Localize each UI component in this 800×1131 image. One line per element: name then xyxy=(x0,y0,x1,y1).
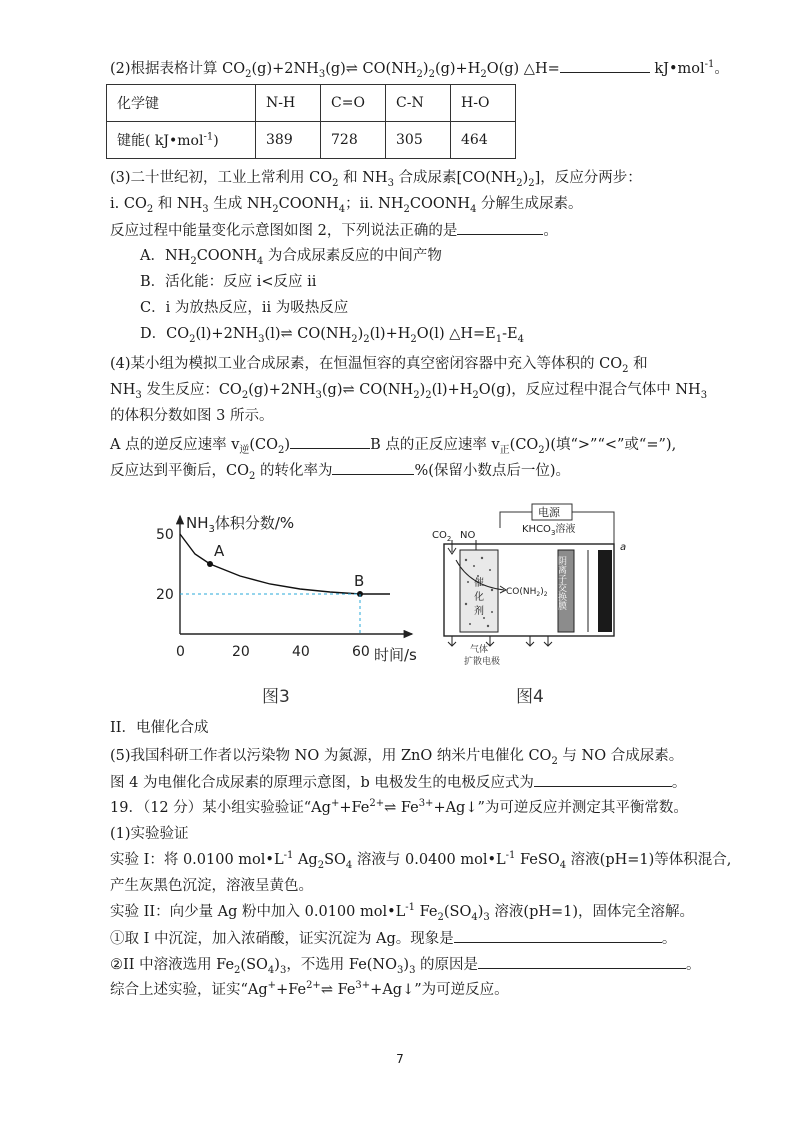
point-label-b: B xyxy=(354,572,365,590)
table-header-cell: C-N xyxy=(386,85,451,122)
outlets xyxy=(448,636,552,646)
figure-3-label: 图3 xyxy=(262,687,290,707)
q19-line8: 综合上述实验，证实“$Ag^++Fe^{2+}\rightleftharpoons$ $Fe^{3+}+Ag↓$”为可逆反应。 xyxy=(110,980,509,998)
q3-line1: (3)二十世纪初，工业上常利用 $CO_2$ 和 $NH_3$ 合成尿素$[CO(NH_2)_2]$，反应分两步： xyxy=(110,170,642,189)
q19-line4: 产生灰黑色沉淀，溶液呈黄色。 xyxy=(110,878,313,894)
gas-diffusion-label-1: 气体 xyxy=(470,645,489,655)
answer-blank xyxy=(457,220,543,235)
answer-blank xyxy=(560,58,650,73)
table-header-cell: 化学键 xyxy=(107,85,256,122)
q5-line1: (5)我国科研工作者以污染物 NO 为氮源，用 ZnO 纳米片电催化 $CO_2$ 与 NO 合成尿素。 xyxy=(110,748,684,767)
q3-line3: 反应过程中能量变化示意图如图 2，下列说法正确的是 。 xyxy=(110,220,558,241)
no-inlet-label: NO xyxy=(460,530,476,541)
table-header-cell: N-H xyxy=(256,85,321,122)
q19-line3: 实验 I：将 0.0100 $mol•L^{-1}$ $Ag_2SO_4$ 溶液与 0.0400 $mol•L^{-1}$ FeSO$_4$ 溶液(pH=1)等体积混合, xyxy=(110,850,732,871)
co2-inlet-label: $CO_2$ xyxy=(432,530,452,543)
option-d: D．$CO_2(l)+2NH_3(l)\rightleftharpoons$ $CO(NH_2)_2(l)+H_2O(l)$ $\triangle H=E_1-E_4$ xyxy=(140,326,524,345)
answer-blank xyxy=(454,928,662,943)
catalyst-label-3: 剂 xyxy=(474,606,484,617)
option-b: B．活化能：反应 i<反应 ii xyxy=(140,274,317,290)
q19-line7: ②II 中溶液选用 $Fe_2(SO_4)_3$，不选用 $Fe(NO_3)_3$ 的原因是 。 xyxy=(110,954,701,975)
x-tick-label: 0 xyxy=(176,644,185,660)
x-tick-label: 20 xyxy=(232,644,250,660)
figure-3-chart xyxy=(150,506,430,666)
q4-line3: 的体积分数如图 3 所示。 xyxy=(110,408,274,424)
q4-line5: 反应达到平衡后，$CO_2$ 的转化率为 %(保留小数点后一位)。 xyxy=(110,460,570,481)
q19-line6: ①取 I 中沉淀，加入浓硝酸，证实沉淀为 Ag。现象是 。 xyxy=(110,928,676,949)
x-tick-label: 60 xyxy=(352,644,370,660)
table-row-label: 键能( kJ•mol$^{-1}$) xyxy=(107,122,256,159)
product-label: $CO(NH_2)_2$ xyxy=(506,587,548,598)
q19-line1: 19．（12 分）某小组实验验证“$Ag^++Fe^{2+}\rightleftharpoons$ $Fe^{3+}+Ag↓$”为可逆反应并测定其平衡常数。 xyxy=(110,798,688,816)
gas-diffusion-label-2: 扩散电极 xyxy=(464,657,501,667)
point-label-a: A xyxy=(214,542,225,560)
table-cell: 464 xyxy=(451,122,516,159)
q3-line2: ⅰ. $CO_2$ 和 $NH_3$ 生成 $NH_2COONH_4$；ⅱ. $NH_2COONH_4$ 分解生成尿素。 xyxy=(110,196,583,215)
answer-blank xyxy=(478,954,686,969)
table-row xyxy=(107,85,516,122)
table-cell: 728 xyxy=(321,122,386,159)
page-number: 7 xyxy=(396,1052,404,1066)
table-header-cell: C=O xyxy=(321,85,386,122)
q4-line4: A 点的逆反应速率 $v_逆(CO_2)$ B 点的正反应速率 $v_正(CO_2)$(填“>”“<”或“=”), xyxy=(110,434,676,455)
q5-line2: 图 4 为电催化合成尿素的原理示意图，b 电极发生的电极反应式为 。 xyxy=(110,772,686,793)
x-axis-title: 时间/s xyxy=(374,646,417,664)
table-cell: 305 xyxy=(386,122,451,159)
q19-line5: 实验 II：向少量 Ag 粉中加入 0.0100 $mol•L^{-1}$ $Fe_2(SO_4)_3$ 溶液(pH=1)，固体完全溶解。 xyxy=(110,902,695,923)
answer-blank xyxy=(332,460,414,475)
electrode-a-label: a xyxy=(620,542,627,553)
power-label: 电源 xyxy=(538,506,560,519)
figure-4-diagram xyxy=(430,500,630,680)
q19-line2: (1)实验验证 xyxy=(110,826,189,842)
bond-energy-table xyxy=(106,84,516,159)
q4-line2: $NH_3$ 发生反应：$CO_2(g)+2NH_3(g)\rightleftharpoons$ $CO(NH_2)_2(l)+H_2O(g)$，反应过程中混合气体中 $NH_3$ xyxy=(110,382,708,401)
membrane-label: 阴离子交换膜 xyxy=(556,556,566,610)
x-tick-label: 40 xyxy=(292,644,310,660)
table-cell: 389 xyxy=(256,122,321,159)
figure-4-label: 图4 xyxy=(516,687,544,707)
q4-line1: (4)某小组为模拟工业合成尿素，在恒温恒容的真空密闭容器中充入等体积的 $CO_2$ 和 xyxy=(110,356,648,375)
catalyst-label-1: 催 xyxy=(474,578,484,589)
table-header-cell: H-O xyxy=(451,85,516,122)
khco3-label: $KHCO_3$溶液 xyxy=(522,524,576,537)
option-a: A．$NH_2COONH_4$ 为合成尿素反应的中间产物 xyxy=(140,248,442,267)
electrode-a xyxy=(598,550,612,632)
q2-line: (2)根据表格计算 $CO_2(g)+2NH_3(g)\rightleftharpoons$ $CO(NH_2)_2(g)+H_2O(g)$ △H= kJ•mol$^{-1}$。 xyxy=(110,59,729,80)
answer-blank xyxy=(534,772,672,787)
point-a xyxy=(207,561,213,567)
catalyst-label-2: 化 xyxy=(474,592,484,603)
answer-blank xyxy=(290,434,370,449)
option-c: C．i 为放热反应，ii 为吸热反应 xyxy=(140,300,349,316)
table-row xyxy=(107,122,516,159)
y-axis-title: $NH_3$体积分数/% xyxy=(186,514,295,535)
y-tick-label: 20 xyxy=(156,587,174,603)
y-tick-label: 50 xyxy=(156,527,174,543)
section-2-title: II．电催化合成 xyxy=(110,720,209,736)
